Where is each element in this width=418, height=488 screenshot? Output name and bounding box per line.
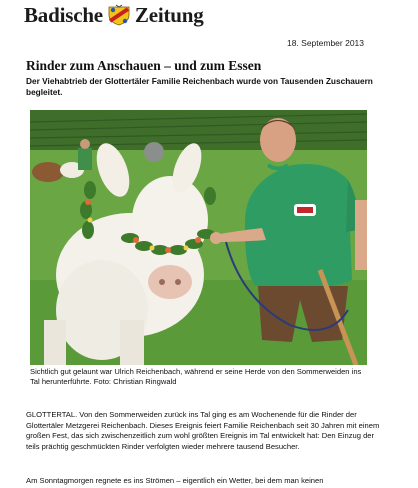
- masthead-word-left: Badische: [24, 2, 103, 27]
- article-lead: Der Viehabtrieb der Glottertäler Familie Reichenbach wurde von Tausenden Zuschauern begleitet.: [26, 76, 373, 97]
- article-paragraph-1: GLOTTERTAL. Von den Sommerweiden zurück ins Tal ging es am Wochenende für die Rinder der Glottertäler Metzgerei Reichenbach. Dieses Ereignis feiert Familie Reichenbach seit 30 Jahren mit einem großen Fest, das sich zwischenzeitlich zum wohl größten Ereignis im Tal entwickelt hat: Den Einzug der teils prächtig geschmückten Rinder verfolgten wieder mehrere tausend Besucher.: [26, 410, 380, 451]
- masthead-word-right: Zeitung: [134, 2, 204, 27]
- article-photo: [30, 110, 367, 365]
- masthead-logo: [24, 2, 204, 28]
- article-date: 18. September 2013: [286, 38, 364, 48]
- coat-of-arms-icon: [106, 4, 132, 26]
- photo-caption: Sichtlich gut gelaunt war Ulrich Reichenbach, während er seine Herde von den Sommerweiden ins Tal herunterführte. Foto: Christian Ringwald: [30, 367, 362, 386]
- article-paragraph-2: Am Sonntagmorgen regnete es ins Strömen – eigentlich ein Wetter, bei dem man keinen: [26, 476, 324, 485]
- article-headline: Rinder zum Anschauen – und zum Essen: [26, 58, 262, 73]
